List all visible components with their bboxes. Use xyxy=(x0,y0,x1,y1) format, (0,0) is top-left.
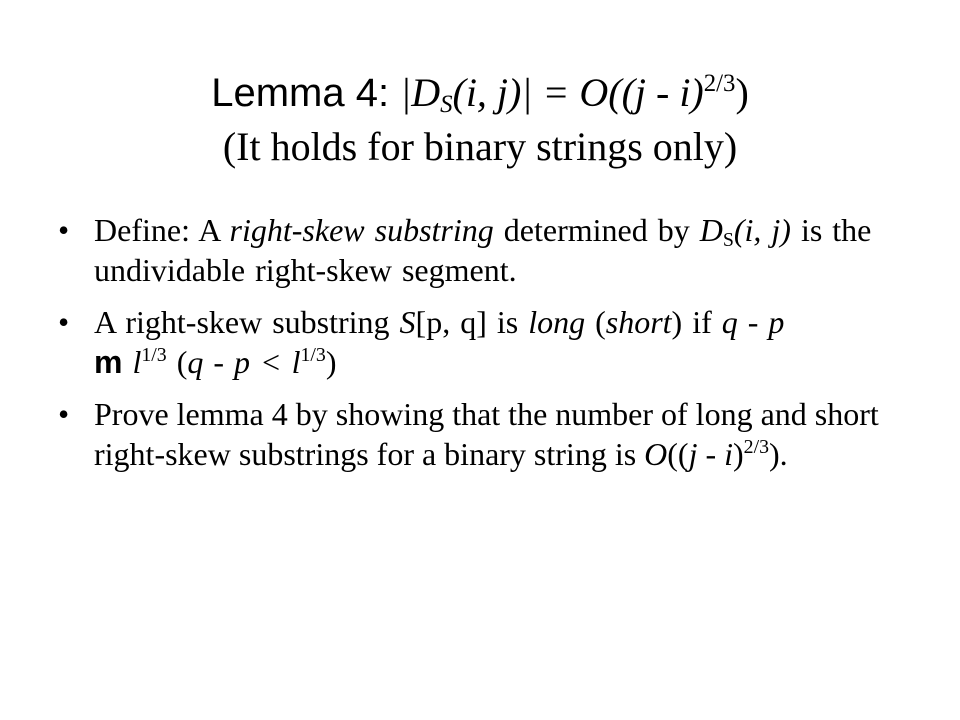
title-ds-open: |D xyxy=(400,70,441,115)
b2-cond2: q - p < l xyxy=(187,344,301,380)
b3-ji: j - i xyxy=(688,436,734,472)
slide-title xyxy=(0,66,960,174)
b3-text-1: Prove lemma 4 by showing that the number of long and short right-skew substrings for a binary string is xyxy=(94,396,879,472)
b2-long: long xyxy=(528,304,586,340)
b3-exp: 2/3 xyxy=(743,436,770,459)
b2-cond: q - p xyxy=(721,304,785,340)
bullet-item-prove xyxy=(58,394,908,474)
b2-range: [p, q] xyxy=(415,304,487,340)
b1-text-3: is the undividable right-skew segment. xyxy=(94,212,872,288)
title-subtitle: (It holds for binary strings only) xyxy=(222,124,738,169)
b1-args: (i, j) xyxy=(733,212,791,248)
title-exponent: 2/3 xyxy=(703,70,736,98)
b2-text-3: ( xyxy=(585,304,606,340)
b1-d-sub: S xyxy=(722,228,734,251)
geq-symbol: m xyxy=(94,344,123,380)
b2-s: S xyxy=(399,304,416,340)
bullet-mark: • xyxy=(58,304,70,340)
b3-text-4: ). xyxy=(769,436,788,472)
b3-text-2: (( xyxy=(667,436,689,472)
b2-text-6: ) xyxy=(325,344,337,380)
b1-text-2: determined by xyxy=(493,212,700,248)
b1-d: D xyxy=(699,212,723,248)
b1-text-1: Define: A xyxy=(94,212,230,248)
b2-l: l xyxy=(132,344,142,380)
title-ds-sub: S xyxy=(440,91,453,119)
b2-text-1: A right-skew substring xyxy=(94,304,400,340)
bullet-mark: • xyxy=(58,212,70,248)
b2-l2-exp: 1/3 xyxy=(300,344,326,367)
b2-text-2: is xyxy=(486,304,529,340)
title-close: ) xyxy=(735,70,749,115)
b2-text-4: ) if xyxy=(671,304,722,340)
bullet-list xyxy=(58,210,908,486)
b2-l-exp: 1/3 xyxy=(141,344,167,367)
b1-term: right-skew substring xyxy=(229,212,494,248)
bullet-item-long-short xyxy=(58,302,908,382)
lemma-label: Lemma 4: xyxy=(211,71,401,115)
b3-text-3: ) xyxy=(733,436,744,472)
title-ds-args: (i, j)| = O((j - i) xyxy=(452,70,704,115)
bullet-item-define xyxy=(58,210,908,290)
b2-short: short xyxy=(605,304,672,340)
bullet-mark: • xyxy=(58,396,70,432)
b3-o: O xyxy=(644,436,668,472)
b2-text-5: ( xyxy=(166,344,188,380)
title-ds xyxy=(400,70,704,119)
